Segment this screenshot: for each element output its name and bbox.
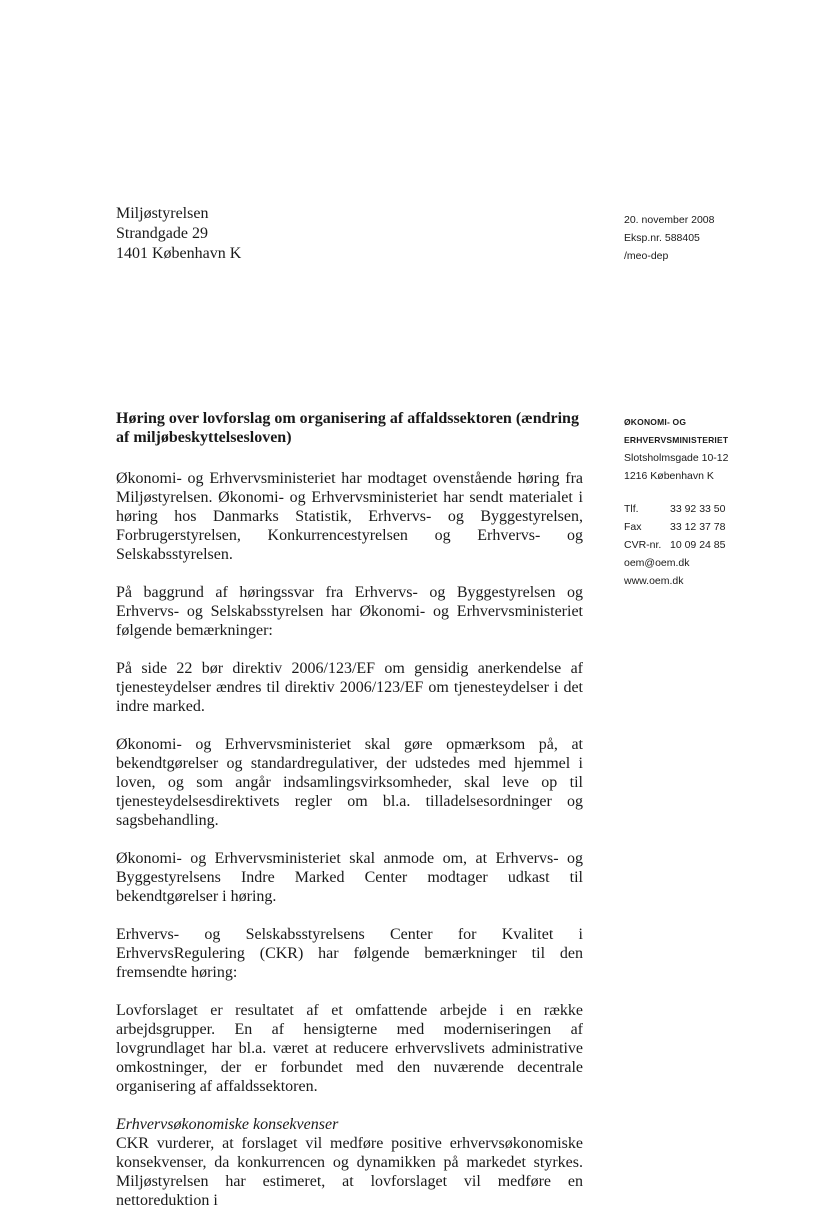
paragraph-8: CKR vurderer, at forslaget vil medføre positive erhvervsøkonomiske konsekvenser, da konkurrencen og dynamikken på markedet styrkes. Miljøstyrelsen har estimeret, at lovforslaget vil medføre en nettoreduktion i bbox=[116, 1135, 583, 1209]
reference: /meo-dep bbox=[624, 250, 669, 262]
paragraph-1: Økonomi- og Erhvervsministeriet har modtaget ovenstående høring fra Miljøstyrelsen. Økonomi- og Erhvervsministeriet har sendt materialet i høring hos Danmarks Statistik, Erhvervs- og Byggestyrelsen, Forbrugerstyrelsen, Konkurrencestyrelsen og Erhvervs- og Selskabsstyrelsen. bbox=[116, 470, 583, 563]
cvr-value: 10 09 24 85 bbox=[670, 539, 726, 551]
sender-fax bbox=[624, 518, 728, 536]
sender-city: 1216 København K bbox=[624, 470, 714, 482]
paragraph-5: Økonomi- og Erhvervsministeriet skal anmode om, at Erhvervs- og Byggestyrelsens Indre Marked Center modtager udkast til bekendtgørelser i høring. bbox=[116, 850, 583, 905]
letter-date: 20. november 2008 bbox=[624, 214, 715, 226]
recipient-city: 1401 København K bbox=[116, 245, 242, 262]
recipient-name: Miljøstyrelsen bbox=[116, 205, 209, 222]
letter-title: Høring over lovforslag om organisering af affaldssektoren (ændring af miljøbeskyttelsesloven) bbox=[116, 410, 579, 446]
paragraph-3: På side 22 bør direktiv 2006/123/EF om gensidig anerkendelse af tjenesteydelser ændres til direktiv 2006/123/EF om tjenesteydelser i det indre marked. bbox=[116, 660, 583, 715]
sender-email: oem@oem.dk bbox=[624, 557, 690, 569]
letter-body bbox=[116, 409, 583, 1229]
recipient-street: Strandgade 29 bbox=[116, 225, 208, 242]
case-number: Eksp.nr. 588405 bbox=[624, 232, 700, 244]
recipient-address bbox=[116, 204, 241, 264]
paragraph-2: På baggrund af høringssvar fra Erhvervs- og Byggestyrelsen og Erhvervs- og Selskabsstyrelsen har Økonomi- og Erhvervsministeriet følgende bemærkninger: bbox=[116, 584, 583, 639]
section-heading: Erhvervsøkonomiske konsekvenser bbox=[116, 1116, 339, 1133]
sender-block bbox=[624, 413, 728, 590]
paragraph-6: Erhvervs- og Selskabsstyrelsens Center for Kvalitet i ErhvervsRegulering (CKR) har følgende bemærkninger til den fremsendte høring: bbox=[116, 926, 583, 981]
fax-label: Fax bbox=[624, 521, 642, 533]
sender-website: www.oem.dk bbox=[624, 575, 684, 587]
sender-org-line1: ØKONOMI- OG bbox=[624, 417, 687, 427]
sender-phone bbox=[624, 500, 728, 518]
sender-cvr bbox=[624, 536, 728, 554]
sender-spacer bbox=[624, 485, 728, 500]
sender-street: Slotsholmsgade 10-12 bbox=[624, 452, 729, 464]
paragraph-7: Lovforslaget er resultatet af et omfattende arbejde i en række arbejdsgrupper. En af hensigterne med moderniseringen af lovgrundlaget har bl.a. været at reducere erhvervslivets administrative omkostninger, der er forbundet med den nuværende decentrale organisering af affaldssektoren. bbox=[116, 1002, 583, 1095]
phone-value: 33 92 33 50 bbox=[670, 503, 726, 515]
letter-meta bbox=[624, 211, 714, 265]
phone-label: Tlf. bbox=[624, 503, 639, 515]
paragraph-4: Økonomi- og Erhvervsministeriet skal gøre opmærksom på, at bekendtgørelser og standardregulativer, der udstedes med hjemmel i loven, og som angår indsamlingsvirksomheder, skal leve op til tjenesteydelsesdirektivets regler om bl.a. tilladelsesordninger og sagsbehandling. bbox=[116, 736, 583, 829]
sender-org-line2: ERHVERVSMINISTERIET bbox=[624, 435, 729, 445]
fax-value: 33 12 37 78 bbox=[670, 521, 726, 533]
cvr-label: CVR-nr. bbox=[624, 539, 662, 551]
